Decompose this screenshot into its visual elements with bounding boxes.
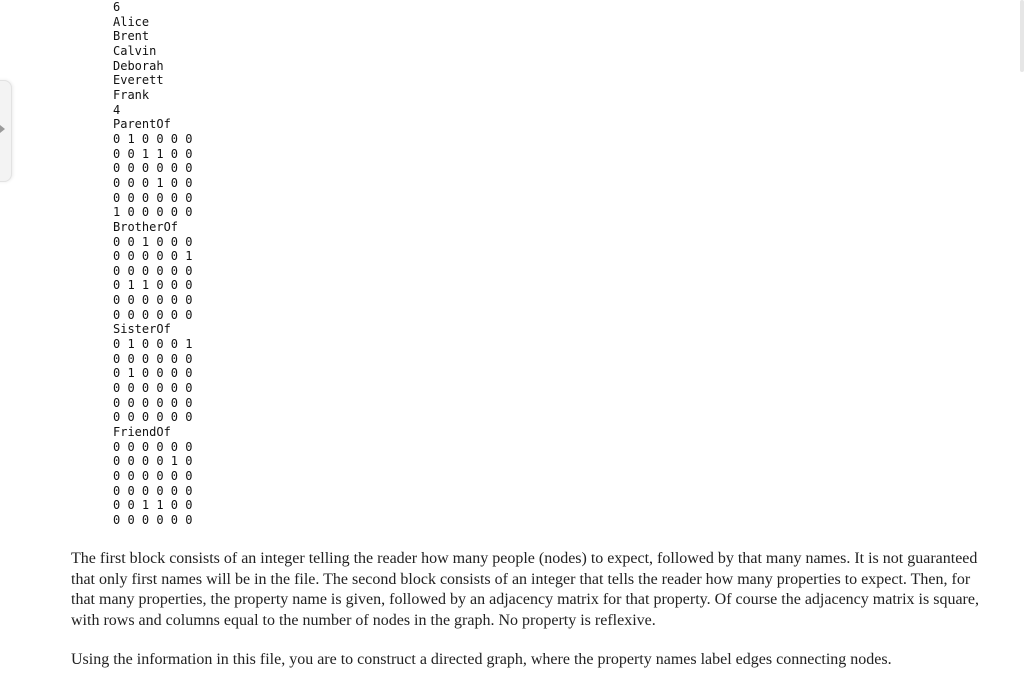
file-line: 0 1 0 0 0 1: [113, 337, 193, 352]
file-line: 0 0 0 0 0 0: [113, 307, 193, 322]
file-line: SisterOf: [113, 322, 171, 337]
file-line: 0 0 1 1 0 0: [113, 146, 193, 161]
file-line: 0 0 0 0 0 0: [113, 190, 193, 205]
sample-input-file-listing: [113, 0, 192, 528]
file-line: 0 0 0 0 0 0: [113, 483, 193, 498]
sidebar-toggle-tab[interactable]: [0, 80, 12, 182]
expand-arrow-icon: [0, 125, 5, 133]
file-line: 0 0 0 0 0 0: [113, 395, 193, 410]
file-line: Brent: [113, 29, 150, 44]
scrollbar-thumb[interactable]: [1020, 0, 1024, 72]
file-line: 0 0 0 0 0 0: [113, 469, 193, 483]
file-line: 0 0 1 1 0 0: [113, 498, 193, 513]
file-line: 0 0 0 0 0 0: [113, 161, 193, 176]
file-line: Everett: [113, 73, 164, 88]
file-line: Alice: [113, 14, 150, 29]
file-line: 0 0 0 0 0 0: [113, 293, 193, 308]
file-line: 0 0 0 0 0 0: [113, 263, 193, 278]
file-line: 0 0 0 0 1 0: [113, 454, 193, 469]
file-line: FriendOf: [113, 425, 171, 440]
file-line: 0 0 0 0 0 0: [113, 439, 193, 454]
file-line: Frank: [113, 87, 150, 102]
file-line: BrotherOf: [113, 219, 179, 234]
file-line: 0 0 0 0 0 0: [113, 381, 193, 396]
file-line: Calvin: [113, 43, 157, 58]
file-line: 4: [113, 102, 121, 117]
file-line: 0 0 0 0 0 0: [113, 351, 193, 366]
instruction-paragraph: Using the information in this file, you are to construct a directed graph, where the property names label edges connecting nodes.: [71, 651, 892, 668]
file-line: 0 1 1 0 0 0: [113, 278, 193, 293]
file-line: 0 0 0 0 0 0: [113, 512, 193, 527]
file-line: 0 0 0 0 0 1: [113, 249, 193, 264]
file-line: ParentOf: [113, 117, 171, 132]
description-paragraph: The first block consists of an integer telling the reader how many people (nodes) to expect, followed by that many names. It is not guaranteed that only first names will be in the file. The second block consists of an integer that tells the reader how many properties to expect. Then, for that many properties, the property name is given, followed by an adjacency matrix for that property. Of course the adjacency matrix is square, with rows and columns equal to the number of nodes in the graph. No property is reflexive.: [71, 550, 979, 629]
file-line: 0 0 0 1 0 0: [113, 175, 193, 190]
file-line: Deborah: [113, 58, 164, 73]
file-line: 0 1 0 0 0 0: [113, 131, 193, 146]
file-line: 0 0 0 0 0 0: [113, 410, 193, 425]
file-line: 1 0 0 0 0 0: [113, 205, 193, 220]
file-line: 0 1 0 0 0 0: [113, 366, 193, 381]
file-line: 6: [113, 0, 121, 14]
file-line: 0 0 1 0 0 0: [113, 234, 193, 249]
